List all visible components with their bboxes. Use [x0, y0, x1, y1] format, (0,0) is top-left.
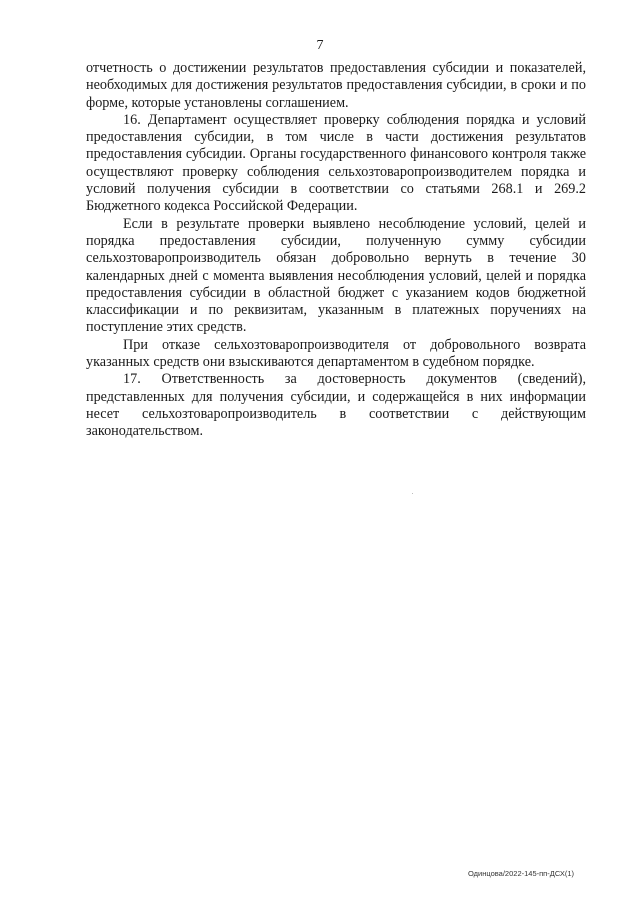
scan-speck: [412, 493, 413, 494]
paragraph-16-refusal: При отказе сельхозтоваропроизводителя от добровольного возврата указанных средств они взыскиваются департаментом в судебном порядке.: [86, 336, 586, 371]
paragraph-16: 16. Департамент осуществляет проверку соблюдения порядка и условий предоставления субсидии, в том числе в части достижения результатов предоставления субсидии. Органы государственного финансового контроля также осуществляют проверку соблюдения сельхозтоваропроизводителем порядка и условий получения субсидии в соответствии со статьями 268.1 и 269.2 Бюджетного кодекса Российской Федерации.: [86, 111, 586, 215]
paragraph-16-return: Если в результате проверки выявлено несоблюдение условий, целей и порядка предоставления субсидии, полученную сумму субсидии сельхозтоваропроизводитель обязан добровольно вернуть в течение 30 календарных дней с момента выявления несоблюдения условий, целей и порядка предоставления субсидии в областной бюджет с указанием кодов бюджетной классификации и по реквизитам, указанным в платежных поручениях на поступление этих средств.: [86, 215, 586, 336]
paragraph-17: 17. Ответственность за достоверность документов (сведений), представленных для получения субсидии, и содержащейся в них информации несет сельхозтоваропроизводитель в соответствии с действующим законодательством.: [86, 371, 586, 440]
footer-document-code: Одинцова/2022-145-пп-ДСХ(1): [468, 869, 574, 878]
page-number: 7: [316, 38, 324, 53]
paragraph-continuation: отчетность о достижении результатов предоставления субсидии и показателей, необходимых для достижения результатов предоставления субсидии, в сроки и по форме, которые установлены соглашением.: [86, 60, 586, 111]
document-body: [86, 60, 586, 441]
